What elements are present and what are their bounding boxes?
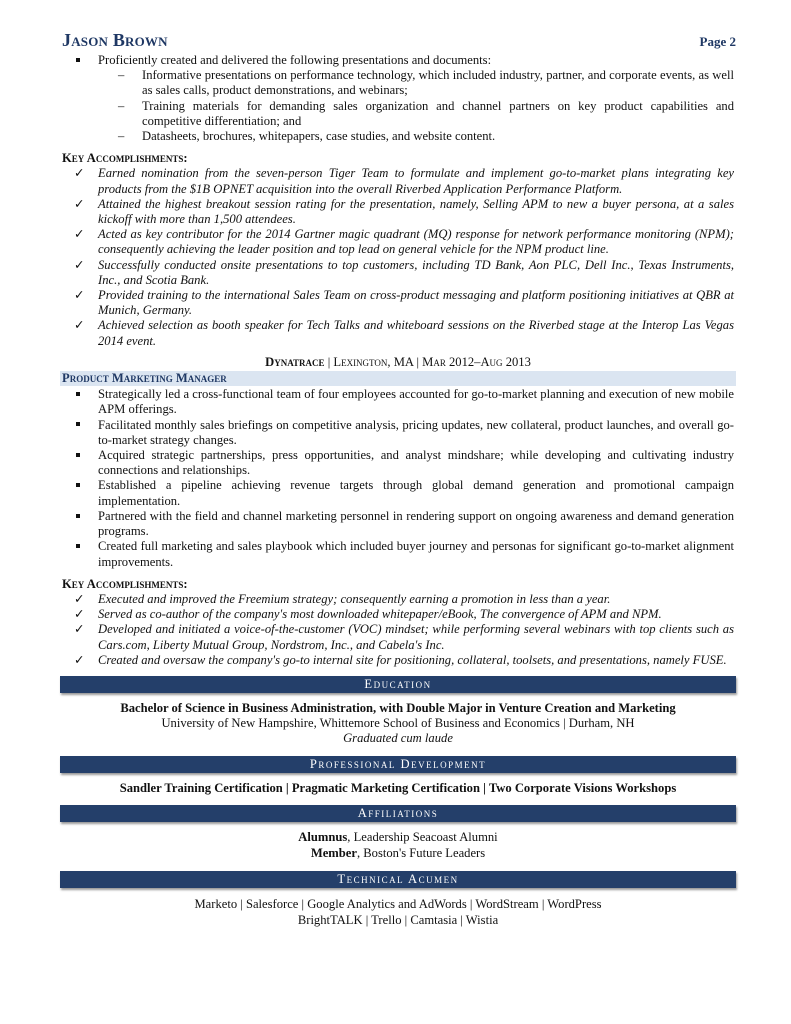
checkmark-icon: ✓ — [74, 196, 85, 211]
list-item: ✓ Served as co-author of the company's most downloaded whitepaper/eBook, The convergence of APM and NPM. — [74, 607, 662, 622]
candidate-name: Jason Brown — [62, 30, 168, 50]
school: University of New Hampshire, Whittemore School of Business and Economics | Durham, NH — [161, 716, 635, 731]
checkmark-icon: ✓ — [74, 591, 85, 606]
bullet-icon — [76, 539, 80, 554]
section-header-affiliations: Affiliations — [60, 805, 736, 822]
list-item: Created full marketing and sales playbook which included buyer journey and personas for significant go-to-market alignment improvements. — [62, 539, 734, 569]
key-accomplishments-heading: Key Accomplishments: — [62, 151, 188, 166]
list-item: – Training materials for demanding sales organization and channel partners on key product capabilities and competitive differentiation; and — [118, 98, 734, 128]
dynatrace-bullets — [62, 387, 734, 569]
list-item: ✓ Successfully conducted onsite presentations to top customers, including TD Bank, Aon PLC, Dell Inc., Texas Instruments, Inc., and Scotia Bank. — [74, 257, 734, 287]
list-item: ✓ Executed and improved the Freemium strategy; consequently earning a promotion in less than a year. — [74, 591, 611, 606]
checkmark-icon: ✓ — [74, 166, 85, 181]
dash-icon: – — [118, 129, 125, 144]
dynatrace-accomplishments — [62, 592, 734, 668]
list-item: Partnered with the field and channel marketing personnel in rendering support on ongoing awareness and demand generation programs. — [62, 509, 734, 539]
list-item: ✓ Developed and initiated a voice-of-the-customer (VOC) mindset; while performing several webinars with top clients such as Cars.com, Liberty Mutual Group, Nordstrom, Inc., and Cabela's Inc. — [74, 622, 734, 652]
checkmark-icon: ✓ — [74, 652, 85, 667]
riverbed-accomplishments — [62, 166, 734, 348]
list-item: ✓ Acted as key contributor for the 2014 Gartner magic quadrant (MQ) response for network performance monitoring (NPM); consequently achieving the leader position and top lead on general vehicle for the NPM product line. — [74, 227, 734, 257]
list-item: Strategically led a cross-functional team of four employees accounted for go-to-market planning and execution of new mobile APM offerings. — [62, 387, 734, 417]
affiliation-item: Member, Boston's Future Leaders — [310, 845, 486, 860]
list-item: Acquired strategic partnerships, press opportunities, and analyst mindshare; while developing and cultivating industry connections and relationships. — [62, 448, 734, 478]
riverbed-sub-items — [62, 68, 734, 144]
dash-icon: – — [118, 98, 125, 113]
education-section — [62, 701, 734, 747]
list-item: – Datasheets, brochures, whitepapers, case studies, and website content. — [118, 129, 496, 144]
dash-icon: – — [118, 68, 125, 83]
list-item: – Informative presentations on performance technology, which included industry, partner, and corporate events, as well as sales calls, product demonstrations, and webinars; — [118, 68, 734, 98]
list-item: Established a pipeline achieving revenue targets through global demand generation and promotional campaign implementation. — [62, 478, 734, 508]
bullet-icon — [76, 387, 80, 402]
list-item: Facilitated monthly sales briefings on competitive analysis, pricing updates, new collateral, product launches, and overall go-to-market strategy changes. — [62, 418, 734, 448]
skills-line: BrightTALK | Trello | Camtasia | Wistia — [297, 912, 499, 927]
honors: Graduated cum laude — [343, 731, 453, 746]
list-item: ✓ Provided training to the international Sales Team on cross-product messaging and platform positioning initiatives at QBR at Munich, Germany. — [74, 288, 734, 318]
affiliations-section — [62, 829, 734, 861]
list-item: Proficiently created and delivered the following presentations and documents: — [62, 53, 734, 68]
certifications: Sandler Training Certification | Pragmatic Marketing Certification | Two Corporate Visions Workshops — [119, 780, 677, 795]
section-header-professional-development: Professional Development — [60, 756, 736, 773]
checkmark-icon: ✓ — [74, 318, 85, 333]
bullet-icon — [76, 418, 80, 433]
checkmark-icon: ✓ — [74, 227, 85, 242]
job-title: Product Marketing Manager — [60, 371, 736, 386]
list-item: ✓ Attained the highest breakout session rating for the presentation, namely, Selling APM to new a buyer persona, at a sales kickoff with more than 1,500 attendees. — [74, 196, 734, 227]
section-header-education: Education — [60, 676, 736, 693]
list-item: ✓ Earned nomination from the seven-person Tiger Team to formulate and implement go-to-market plans integrating key products from the $1B OPNET acquisition into the overall Riverbed Application Performance Platform. — [74, 166, 734, 196]
checkmark-icon: ✓ — [74, 257, 85, 272]
list-item: ✓ Achieved selection as booth speaker for Tech Talks and whiteboard sessions on the Riverbed stage at the Interop Las Vegas 2014 event. — [74, 318, 734, 348]
page-number: Page 2 — [699, 34, 736, 49]
bullet-icon — [76, 509, 80, 524]
resume-page — [62, 30, 736, 928]
company-name: Dynatrace — [265, 354, 325, 369]
checkmark-icon: ✓ — [74, 288, 85, 303]
riverbed-bullets — [62, 53, 734, 68]
checkmark-icon: ✓ — [74, 607, 85, 622]
page-header — [62, 30, 736, 53]
degree: Bachelor of Science in Business Administration, with Double Major in Venture Creation and Marketing — [120, 700, 676, 715]
skills-line: Marketo | Salesforce | Google Analytics and AdWords | WordStream | WordPress — [194, 896, 602, 911]
section-header-technical-acumen: Technical Acumen — [60, 871, 736, 888]
checkmark-icon: ✓ — [74, 622, 85, 637]
bullet-icon — [76, 448, 80, 463]
key-accomplishments-heading: Key Accomplishments: — [62, 576, 188, 591]
company-line: Dynatrace | Lexington, MA | Mar 2012–Aug 2013 — [265, 354, 531, 369]
list-item: ✓ Created and oversaw the company's go-to internal site for positioning, collateral, toolsets, and presentations, namely FUSE. — [74, 652, 727, 667]
affiliation-item: Alumnus, Leadership Seacoast Alumni — [298, 829, 498, 844]
company-location: Lexington, MA — [333, 354, 414, 369]
technical-skills — [62, 896, 734, 928]
bullet-icon — [76, 53, 80, 68]
bullet-icon — [76, 478, 80, 493]
employment-dates: Mar 2012–Aug 2013 — [422, 354, 531, 369]
